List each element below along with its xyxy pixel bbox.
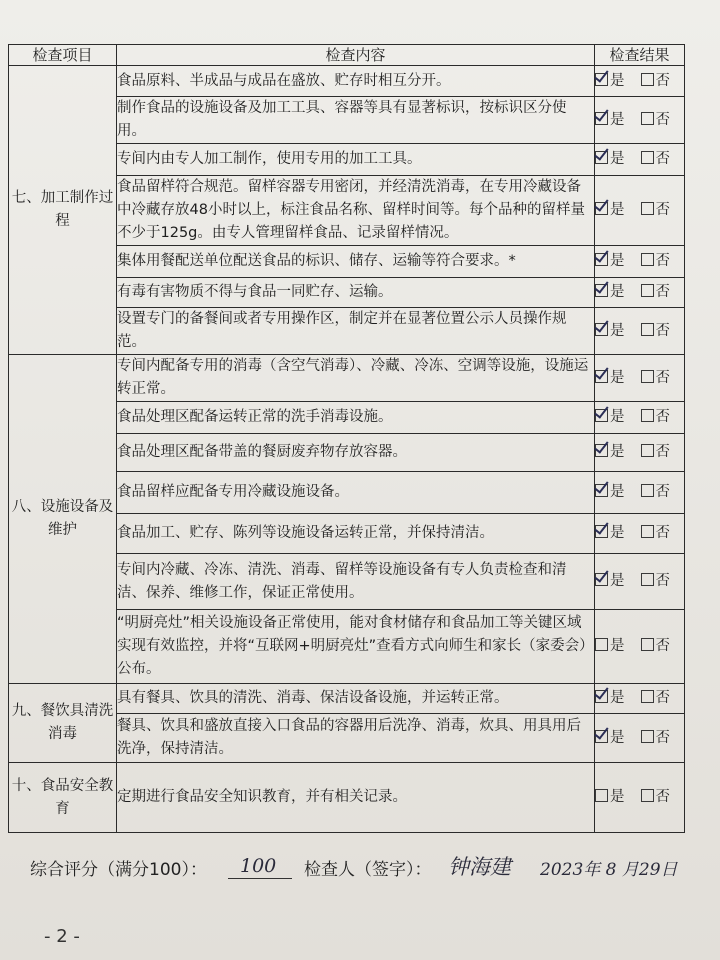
no-label: 否 [655,573,670,589]
check-result [595,514,685,554]
no-checkbox[interactable] [641,284,654,297]
no-label: 否 [655,444,670,460]
no-label: 否 [655,322,670,339]
check-item-text: 食品原料、半成品与成品在盛放、贮存时相互分开。 [117,66,595,97]
yes-label: 是 [610,573,625,589]
yes-label: 是 [610,72,625,89]
yes-checkbox[interactable] [595,484,608,497]
no-label: 否 [655,729,670,746]
check-item-text: “明厨亮灶”相关设施设备正常使用，能对食材储存和食品加工等关键区域实现有效监控，并将“互联网+明厨亮灶”查看方式向师生和家长（家委会）公布。 [117,610,595,684]
yes-label: 是 [610,789,625,805]
check-item-text: 食品留样符合规范。留样容器专用密闭，并经清洗消毒，在专用冷藏设备中冷藏存放48小时以上，标注食品名称、留样时间等。每个品种的留样量不少于125g。由专人管理留样食品、记录留样情况。 [117,176,595,246]
yes-label: 是 [610,444,625,460]
no-label: 否 [655,111,670,128]
yes-label: 是 [610,111,625,128]
score-value: 100 [240,855,277,877]
yes-checkbox[interactable] [595,370,608,383]
check-result [595,610,685,684]
check-result [595,684,685,714]
yes-label: 是 [610,369,625,386]
section-title: 七、加工制作过程 [9,66,117,355]
yes-checkbox[interactable] [595,253,608,266]
yes-checkbox[interactable] [595,323,608,336]
footer [30,847,710,887]
check-result [595,278,685,308]
no-checkbox[interactable] [641,253,654,266]
inspector-signature: 钟海建 [448,855,511,879]
check-item-text: 专间内由专人加工制作，使用专用的加工工具。 [117,144,595,176]
no-checkbox[interactable] [641,638,654,651]
yes-label: 是 [610,525,625,541]
no-checkbox[interactable] [641,151,654,164]
check-item-text: 餐具、饮具和盛放直接入口食品的容器用后洗净、消毒，炊具、用具用后洗净，保持清洁。 [117,714,595,763]
no-checkbox[interactable] [641,444,654,457]
check-result [595,66,685,97]
no-checkbox[interactable] [641,525,654,538]
check-item-text: 专间内配备专用的消毒（含空气消毒）、冷藏、冷冻、空调等设施，设施运转正常。 [117,355,595,402]
page-number: - 2 - [44,926,80,947]
yes-label: 是 [610,284,625,300]
check-result [595,144,685,176]
no-label: 否 [655,690,670,706]
section-title: 十、食品安全教育 [9,763,117,833]
yes-label: 是 [610,484,625,500]
no-checkbox[interactable] [641,690,654,703]
no-label: 否 [655,72,670,89]
yes-checkbox[interactable] [595,202,608,215]
check-item-text: 食品加工、贮存、陈列等设施设备运转正常，并保持清洁。 [117,514,595,554]
check-item-text: 专间内冷藏、冷冻、清洗、消毒、留样等设施设备有专人负责检查和清洁、保养、维修工作，保证正常使用。 [117,554,595,610]
no-label: 否 [655,284,670,300]
yes-checkbox[interactable] [595,690,608,703]
no-checkbox[interactable] [641,323,654,336]
check-result [595,763,685,833]
check-result [595,714,685,763]
yes-label: 是 [610,202,625,218]
yes-checkbox[interactable] [595,573,608,586]
no-checkbox[interactable] [641,573,654,586]
yes-label: 是 [610,409,625,425]
score-underline [228,878,292,879]
no-checkbox[interactable] [641,202,654,215]
no-label: 否 [655,253,670,269]
check-item-text: 具有餐具、饮具的清洗、消毒、保洁设备设施，并运转正常。 [117,684,595,714]
no-checkbox[interactable] [641,484,654,497]
check-item-text: 食品处理区配备带盖的餐厨废弃物存放容器。 [117,434,595,472]
check-item-text: 食品处理区配备运转正常的洗手消毒设施。 [117,402,595,434]
inspection-date: 2023年 8 月29日 [540,860,678,880]
no-checkbox[interactable] [641,409,654,422]
no-checkbox[interactable] [641,730,654,743]
yes-checkbox[interactable] [595,151,608,164]
header-content: 检查内容 [117,45,595,66]
no-checkbox[interactable] [641,73,654,86]
yes-checkbox[interactable] [595,73,608,86]
yes-checkbox[interactable] [595,409,608,422]
yes-checkbox[interactable] [595,112,608,125]
check-item-text: 食品留样应配备专用冷藏设施设备。 [117,472,595,514]
check-result [595,308,685,355]
table-row [9,763,685,833]
check-item-text: 有毒有害物质不得与食品一同贮存、运输。 [117,278,595,308]
check-result [595,472,685,514]
no-label: 否 [655,789,670,805]
table-header-row [9,45,685,66]
table-row [9,355,685,402]
section-title: 八、设施设备及维护 [9,355,117,684]
yes-label: 是 [610,729,625,746]
no-checkbox[interactable] [641,112,654,125]
inspection-table [8,44,685,833]
inspector-label: 检查人（签字）： [304,860,432,880]
yes-checkbox[interactable] [595,638,608,651]
no-label: 否 [655,409,670,425]
check-item-text: 制作食品的设施设备及加工工具、容器等具有显著标识，按标识区分使用。 [117,97,595,144]
no-label: 否 [655,369,670,386]
no-label: 否 [655,484,670,500]
check-result [595,246,685,278]
no-label: 否 [655,202,670,218]
yes-checkbox[interactable] [595,730,608,743]
section-title: 九、餐饮具清洗消毒 [9,684,117,763]
yes-checkbox[interactable] [595,789,608,802]
no-label: 否 [655,638,670,654]
yes-checkbox[interactable] [595,444,608,457]
header-result: 检查结果 [595,45,685,66]
check-item-text: 定期进行食品安全知识教育，并有相关记录。 [117,763,595,833]
yes-label: 是 [610,151,625,167]
yes-label: 是 [610,253,625,269]
check-result [595,402,685,434]
score-label: 综合评分（满分100）： [30,860,207,880]
no-label: 否 [655,151,670,167]
yes-checkbox[interactable] [595,284,608,297]
yes-label: 是 [610,638,625,654]
header-item: 检查项目 [9,45,117,66]
check-result [595,97,685,144]
yes-label: 是 [610,690,625,706]
check-result [595,355,685,402]
no-checkbox[interactable] [641,789,654,802]
no-checkbox[interactable] [641,370,654,383]
yes-checkbox[interactable] [595,525,608,538]
check-result [595,176,685,246]
check-item-text: 集体用餐配送单位配送食品的标识、储存、运输等符合要求。* [117,246,595,278]
table-row [9,66,685,97]
check-result [595,554,685,610]
yes-label: 是 [610,322,625,339]
check-result [595,434,685,472]
check-item-text: 设置专门的备餐间或者专用操作区，制定并在显著位置公示人员操作规范。 [117,308,595,355]
table-row [9,684,685,714]
no-label: 否 [655,525,670,541]
